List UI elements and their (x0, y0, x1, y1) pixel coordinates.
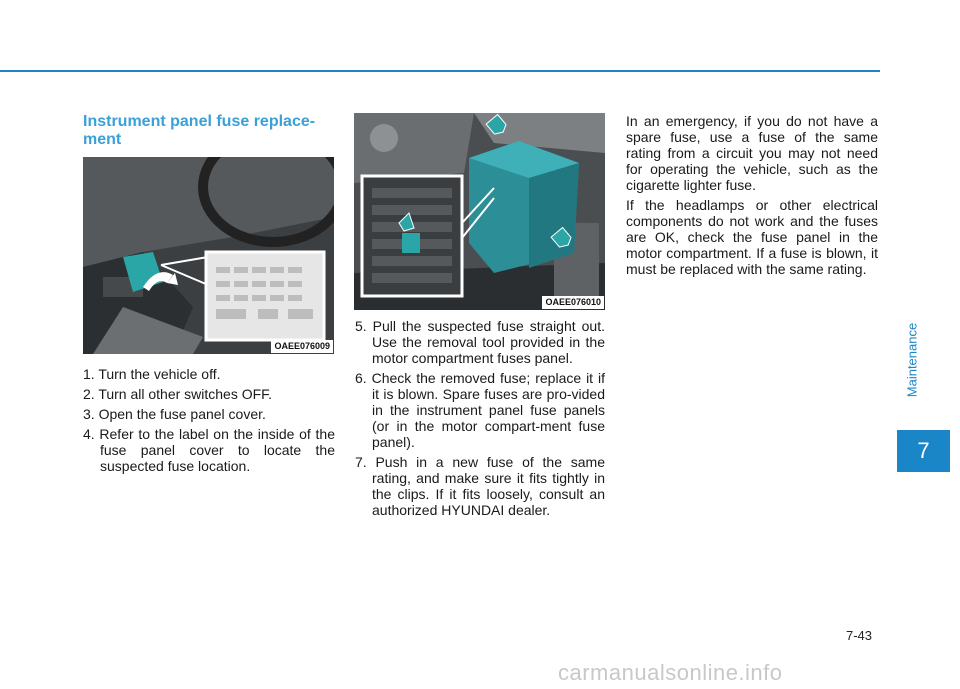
watermark: carmanualsonline.info (558, 660, 783, 685)
headlamp-paragraph: If the headlamps or other electrical components do not work and the fuses are OK, check the fuse panel in the motor compartment. If a fuse is blown, it must be replaced with the same rating. (626, 197, 878, 277)
step-item: 1. Turn the vehicle off. (83, 366, 221, 382)
engine-illustration (354, 113, 605, 310)
step-item: 4. Refer to the label on the inside of the fuse panel cover to locate the suspected fuse location. (83, 426, 335, 474)
fuse-panel-interior-photo (83, 157, 334, 354)
chapter-number-tab: 7 (897, 430, 950, 472)
steps-list-left (83, 366, 335, 478)
figure-caption: OAEE076009 (271, 340, 333, 353)
step-item: 7. Push in a new fuse of the same rating, and make sure it fits tightly in the clips. If it fits loosely, consult an authorized HYUNDAI dealer. (355, 454, 605, 518)
step-item: 2. Turn all other switches OFF. (83, 386, 273, 402)
engine-fuse-box-photo (354, 113, 605, 310)
interior-illustration (83, 157, 334, 354)
figure-caption: OAEE076010 (542, 296, 604, 309)
step-item: 5. Pull the suspected fuse straight out. Use the removal tool provided in the motor compartment fuses panel. (355, 318, 605, 366)
section-heading: Instrument panel fuse replace- ment (83, 113, 316, 148)
page-number: 7-43 (846, 628, 873, 643)
header-rule (0, 70, 880, 72)
steps-list-middle (355, 318, 605, 522)
step-item: 6. Check the removed fuse; replace it if it is blown. Spare fuses are pro-vided in the instrument panel fuse panels (or in the motor compart-ment fuse panel). (355, 370, 605, 450)
emergency-paragraph: In an emergency, if you do not have a spare fuse, use a fuse of the same rating from a circuit you may not need for operating the vehicle, such as the cigarette lighter fuse. (626, 113, 878, 193)
step-item: 3. Open the fuse panel cover. (83, 406, 266, 422)
chapter-title: Maintenance (904, 322, 920, 398)
chapter-side-label (902, 295, 922, 425)
